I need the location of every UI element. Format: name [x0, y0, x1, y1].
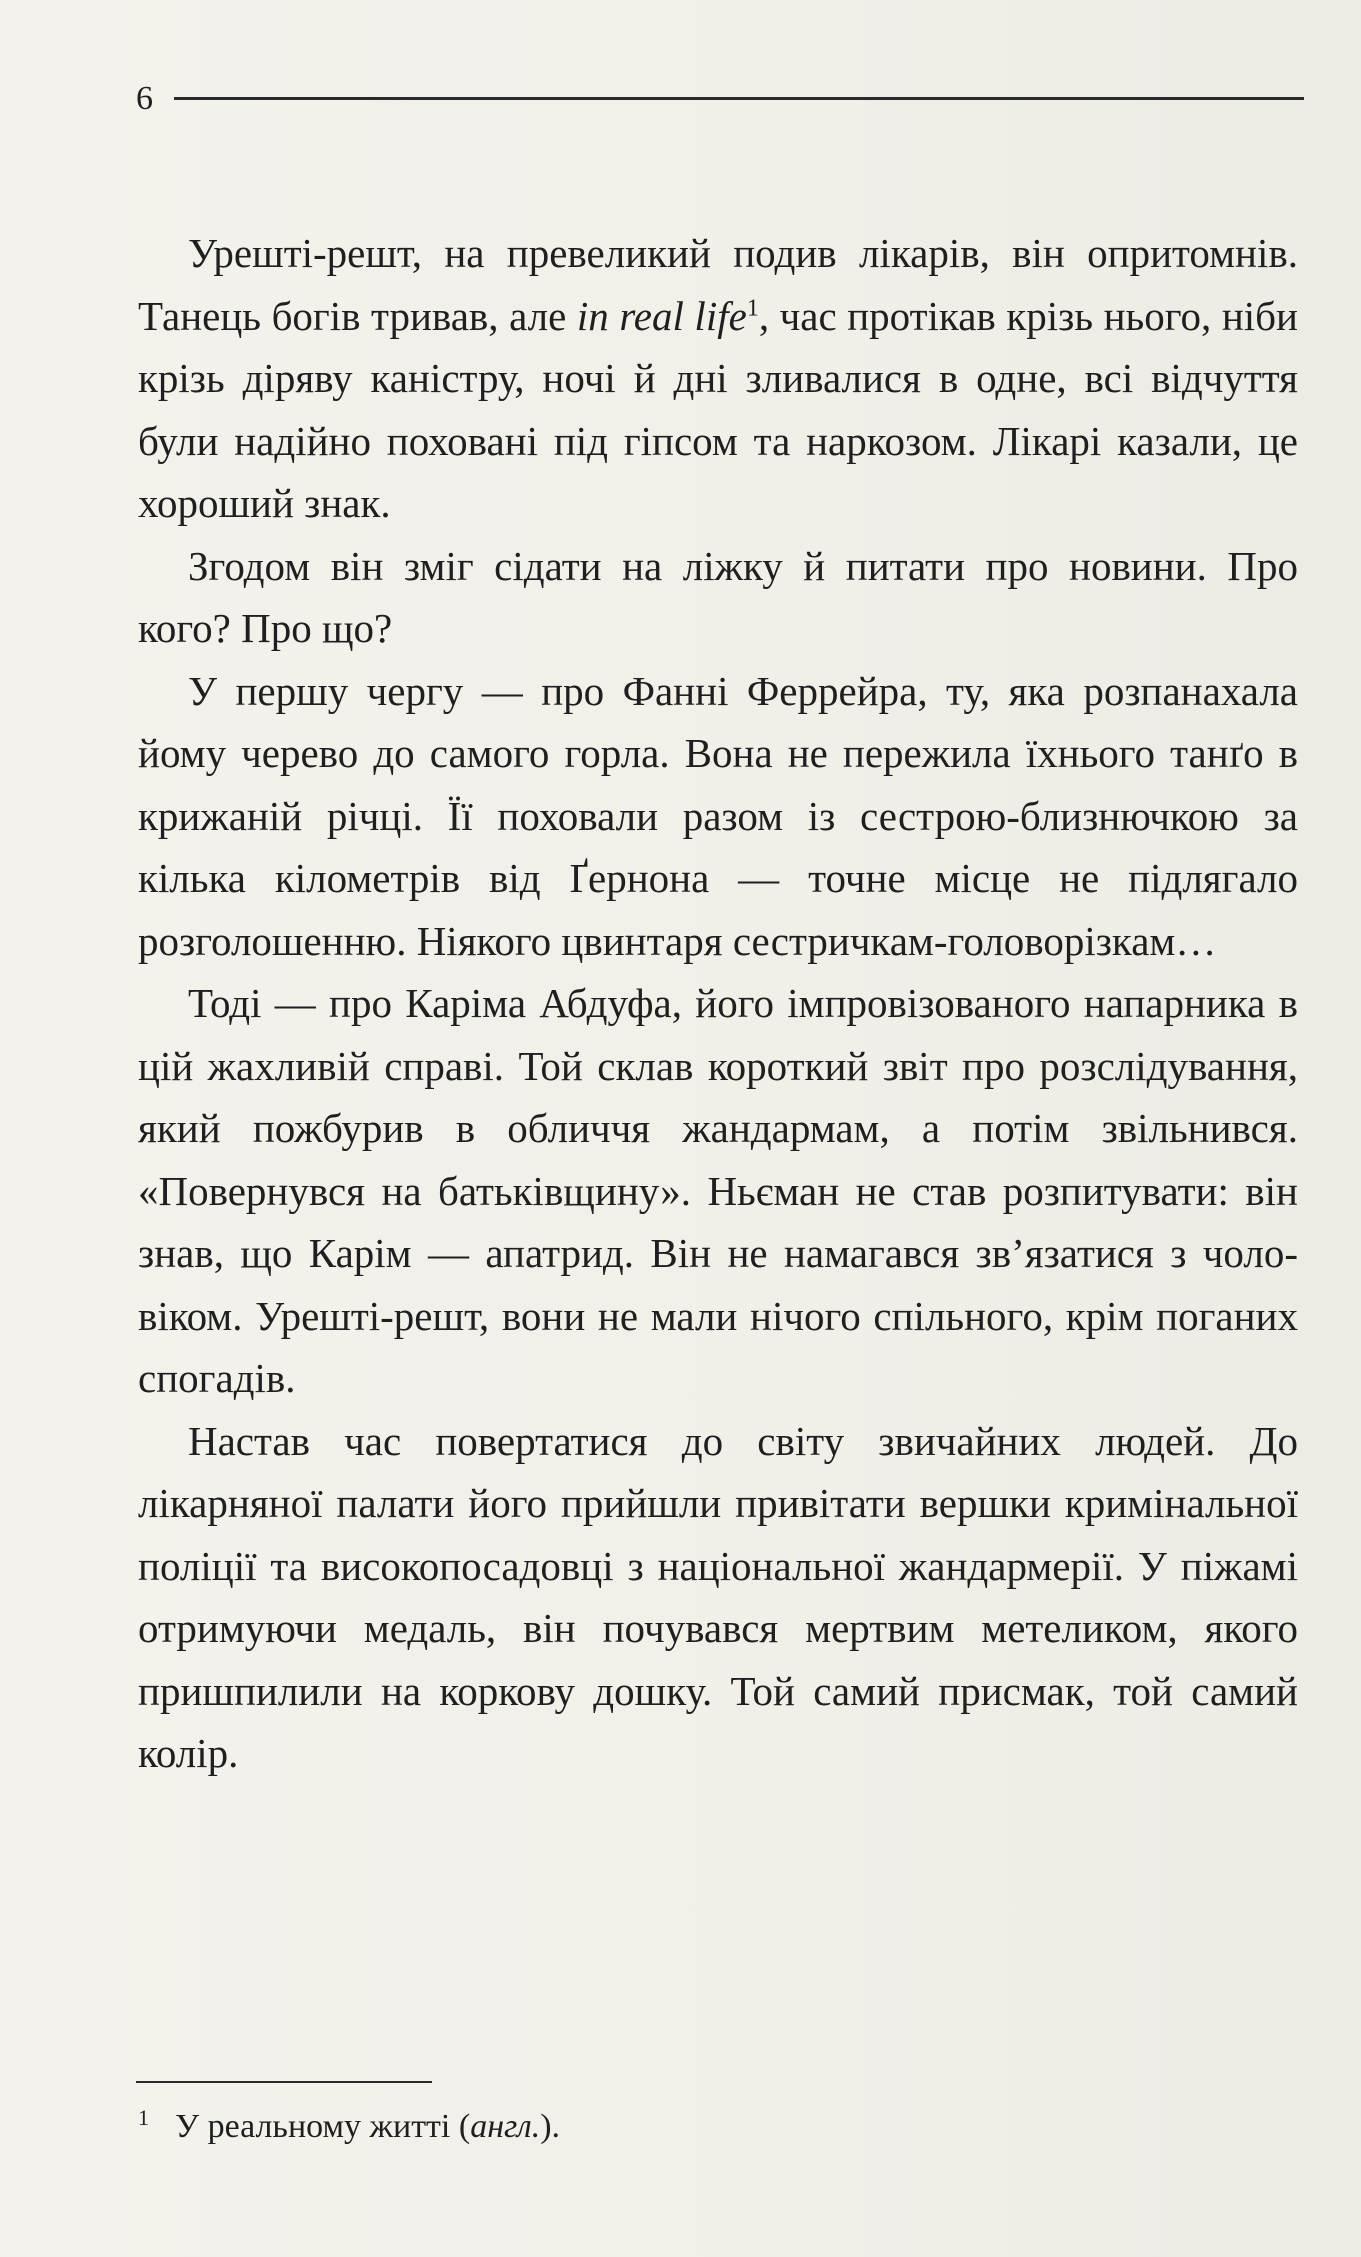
paragraph-1-text-a: Урешті-решт, на превеликий подив лікарів, він опритомнів. Танець богів тривав, але — [138, 230, 1298, 339]
paragraph-3: У першу чергу — про Фанні Феррейра, ту, яка розпанахала йому черево до самого горла. Вона не пережила їхнього танґо в крижаній річці. Її поховали разом із сестрою-близнючкою за кілька кілометрів від Ґернона — точне місце не підлягало розголошенню. Ніякого цвинтаря сестричкам-головорізкам… — [138, 667, 1298, 964]
page-header — [136, 76, 1304, 122]
footnote — [138, 2104, 1238, 2150]
header-rule — [174, 97, 1304, 100]
footnote-text-a: У реальному житті ( — [175, 2108, 471, 2145]
page-number: 6 — [136, 80, 153, 117]
footnote-italic: англ. — [470, 2108, 541, 2145]
footnote-marker: 1 — [138, 2104, 149, 2130]
paragraph-5: Настав час повертатися до світу звичайних людей. До лікарняної палати його прийшли привітати вершки кримінальної поліції та високопосадовці з національної жандармерії. У піжамі отримуючи медаль, він почувався мертвим метеликом, якого пришпилили на коркову дошку. Той самий присмак, той самий колір. — [138, 1417, 1298, 1776]
footnote-reference: 1 — [746, 294, 759, 321]
body-text — [138, 222, 1298, 1785]
paragraph-4: Тоді — про Каріма Абдуфа, його імпровізованого напарника в цій жахливій справі. Той склав короткий звіт про розслідування, який пожбурив в обличчя жандармам, а потім звільнився. «Повернувся на батьківщину». Ньєман не став розпитувати: він знав, що Карім — апатрид. Він не намагався зв’язатися з чоловіком. Урешті-решт, вони не мали нічого спільного, крім поганих спогадів. — [138, 980, 1298, 1401]
paragraph-1-text-b: , час протікав крізь нього, ніби крізь діряву каністру, ночі й дні зливалися в одне, всі відчуття були надійно поховані під гіпсом та наркозом. Лікарі казали, це хороший знак. — [138, 292, 1298, 526]
paragraph-1 — [138, 222, 1298, 535]
footnote-text-b: ). — [540, 2108, 561, 2145]
footnote-rule — [136, 2081, 432, 2083]
paragraph-2: Згодом він зміг сідати на ліжку й питати про новини. Про кого? Про що? — [138, 542, 1298, 651]
paragraph-1-italic: in real life — [576, 292, 747, 339]
